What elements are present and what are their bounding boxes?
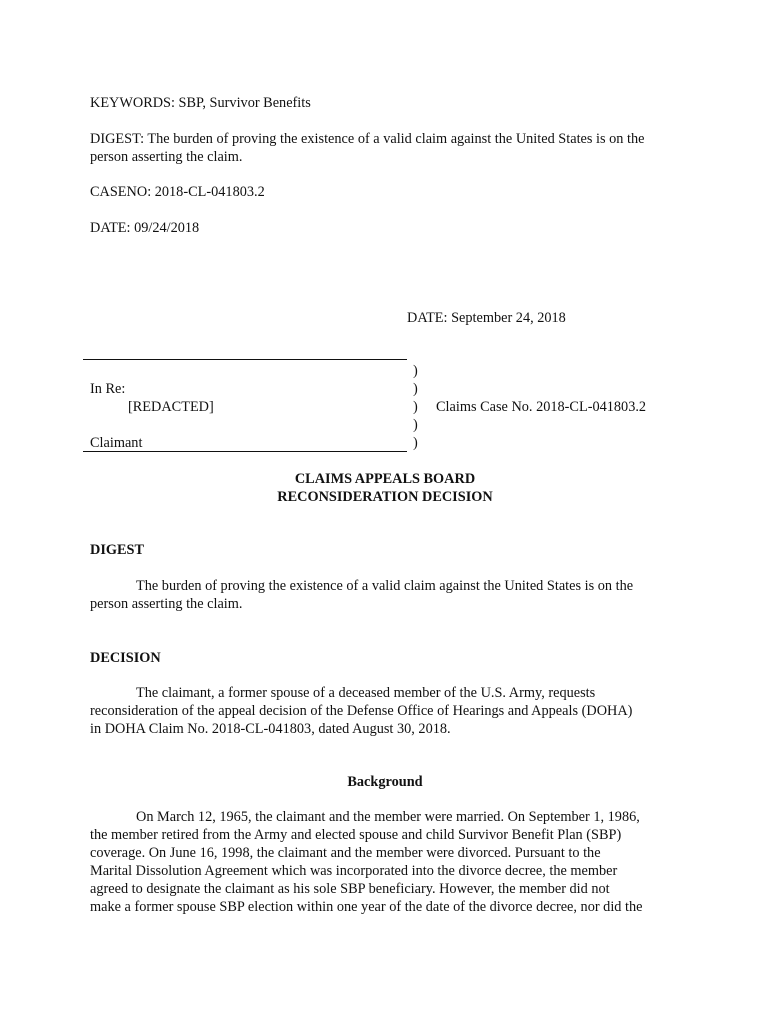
caption-claimant: Claimant <box>90 435 143 451</box>
decision-type-title: RECONSIDERATION DECISION <box>277 489 493 505</box>
background-text-line: make a former spouse SBP election within one year of the date of the divorce decree, nor did the <box>90 899 643 915</box>
caption-paren: ) <box>413 363 418 379</box>
decision-text-line-1: The claimant, a former spouse of a deceased member of the U.S. Army, requests <box>136 685 596 701</box>
background-text-line: agreed to designate the claimant as his sole SBP beneficiary. However, the member did not <box>90 881 610 897</box>
decision-text-line-2: reconsideration of the appeal decision of the Defense Office of Hearings and Appeals (DOHA) <box>90 703 633 719</box>
decision-heading: DECISION <box>90 650 161 666</box>
caseno-line: CASENO: 2018-CL-041803.2 <box>90 184 265 200</box>
background-text-line: Marital Dissolution Agreement which was incorporated into the divorce decree, the member <box>90 863 618 879</box>
caption-in-re: In Re: <box>90 381 126 397</box>
digest-text-line-2: person asserting the claim. <box>90 596 243 612</box>
caption-paren: ) <box>413 399 418 415</box>
decision-text-line-3: in DOHA Claim No. 2018-CL-041803, dated August 30, 2018. <box>90 721 451 737</box>
background-text-line: the member retired from the Army and elected spouse and child Survivor Benefit Plan (SBP) <box>90 827 622 843</box>
header-digest-line-2: person asserting the claim. <box>90 149 243 165</box>
digest-heading: DIGEST <box>90 542 145 558</box>
background-text-line: coverage. On June 16, 1998, the claimant and the member were divorced. Pursuant to the <box>90 845 601 861</box>
caption-paren: ) <box>413 381 418 397</box>
digest-text-line-1: The burden of proving the existence of a valid claim against the United States is on the <box>136 578 634 594</box>
caption-top-rule <box>83 359 407 360</box>
header-digest-line-1: DIGEST: The burden of proving the existence of a valid claim against the United States is on the <box>90 131 645 147</box>
caption-redacted-name: [REDACTED] <box>128 399 214 415</box>
caption-bottom-rule <box>83 451 407 452</box>
caption-paren: ) <box>413 417 418 433</box>
keywords-line: KEYWORDS: SBP, Survivor Benefits <box>90 95 311 111</box>
caption-case-number: Claims Case No. 2018-CL-041803.2 <box>436 399 647 415</box>
header-date-line: DATE: 09/24/2018 <box>90 220 200 236</box>
decision-date: DATE: September 24, 2018 <box>407 310 566 326</box>
background-heading: Background <box>347 774 423 790</box>
caption-paren: ) <box>413 435 418 451</box>
background-text-line: On March 12, 1965, the claimant and the member were married. On September 1, 1986, <box>136 809 640 825</box>
board-title: CLAIMS APPEALS BOARD <box>294 471 476 487</box>
